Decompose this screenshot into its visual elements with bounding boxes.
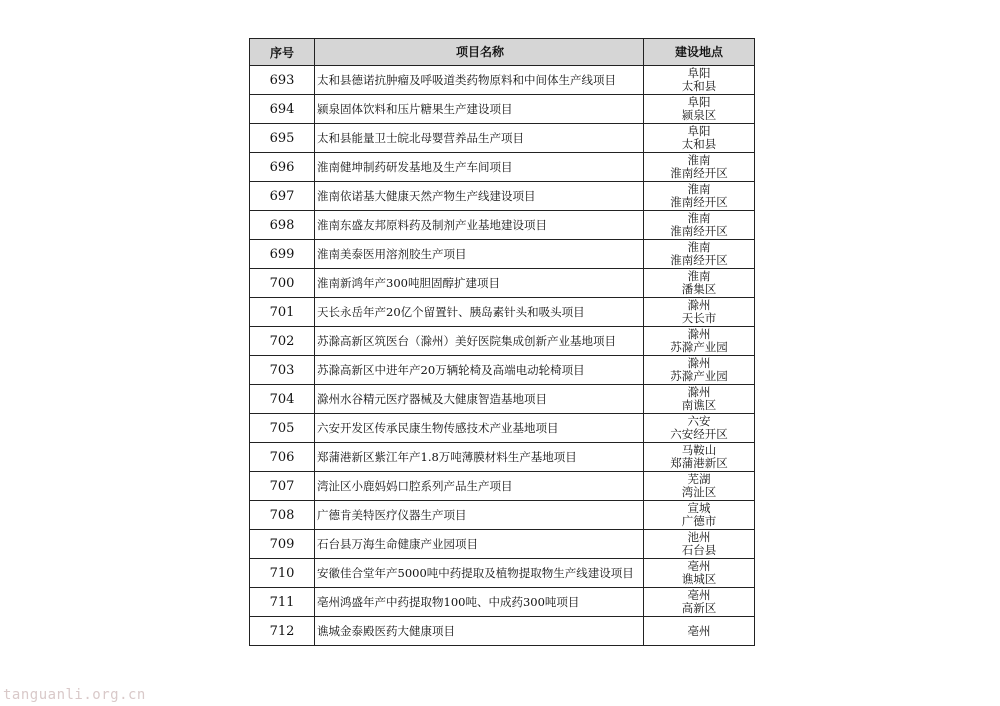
location-city: 滁州 bbox=[687, 385, 711, 399]
location-cell bbox=[644, 472, 755, 501]
serial-number-cell: 712 bbox=[250, 617, 315, 646]
location-cell bbox=[644, 501, 755, 530]
table-row bbox=[250, 588, 755, 617]
project-name-cell: 天长永岳年产20亿个留置针、胰岛素针头和吸头项目 bbox=[315, 298, 644, 327]
table-row bbox=[250, 414, 755, 443]
table-row bbox=[250, 153, 755, 182]
location-city: 六安 bbox=[687, 414, 711, 428]
location-cell bbox=[644, 443, 755, 472]
table-row bbox=[250, 501, 755, 530]
project-name-cell: 苏滁高新区筑医台（滁州）美好医院集成创新产业基地项目 bbox=[315, 327, 644, 356]
location-city: 阜阳 bbox=[687, 124, 711, 138]
location-city: 宣城 bbox=[687, 501, 711, 515]
project-name-cell: 亳州鸿盛年产中药提取物100吨、中成药300吨项目 bbox=[315, 588, 644, 617]
location-cell bbox=[644, 385, 755, 414]
serial-number-cell: 703 bbox=[250, 356, 315, 385]
location-cell bbox=[644, 559, 755, 588]
location-district: 淮南经开区 bbox=[670, 253, 728, 267]
location-district: 太和县 bbox=[681, 137, 717, 151]
serial-number-cell: 697 bbox=[250, 182, 315, 211]
location-city: 淮南 bbox=[687, 153, 711, 167]
serial-number-cell: 710 bbox=[250, 559, 315, 588]
table-row bbox=[250, 472, 755, 501]
location-city: 池州 bbox=[687, 530, 711, 544]
location-city: 淮南 bbox=[687, 240, 711, 254]
location-cell bbox=[644, 182, 755, 211]
location-district: 六安经开区 bbox=[670, 427, 728, 441]
project-name-cell: 淮南东盛友邦原料药及制剂产业基地建设项目 bbox=[315, 211, 644, 240]
serial-number-cell: 700 bbox=[250, 269, 315, 298]
location-cell bbox=[644, 327, 755, 356]
location-cell bbox=[644, 356, 755, 385]
serial-number-cell: 698 bbox=[250, 211, 315, 240]
location-city: 阜阳 bbox=[687, 95, 711, 109]
serial-number-cell: 704 bbox=[250, 385, 315, 414]
serial-number-cell: 709 bbox=[250, 530, 315, 559]
location-cell bbox=[644, 66, 755, 95]
serial-number-cell: 706 bbox=[250, 443, 315, 472]
serial-number-cell: 696 bbox=[250, 153, 315, 182]
project-table bbox=[249, 38, 755, 646]
table-row bbox=[250, 385, 755, 414]
location-city: 淮南 bbox=[687, 182, 711, 196]
project-name-cell: 六安开发区传承民康生物传感技术产业基地项目 bbox=[315, 414, 644, 443]
location-district: 淮南经开区 bbox=[670, 224, 728, 238]
table-row bbox=[250, 443, 755, 472]
table-row bbox=[250, 269, 755, 298]
table-row bbox=[250, 211, 755, 240]
location-district: 天长市 bbox=[681, 311, 717, 325]
project-name-cell: 苏滁高新区中进年产20万辆轮椅及高端电动轮椅项目 bbox=[315, 356, 644, 385]
table-row bbox=[250, 298, 755, 327]
project-name-cell: 湾沚区小鹿妈妈口腔系列产品生产项目 bbox=[315, 472, 644, 501]
project-name-cell: 淮南美泰医用溶剂胶生产项目 bbox=[315, 240, 644, 269]
table-row bbox=[250, 617, 755, 646]
location-district: 太和县 bbox=[681, 79, 717, 93]
location-city: 亳州 bbox=[687, 623, 711, 638]
location-district: 谯城区 bbox=[681, 572, 717, 586]
location-city: 亳州 bbox=[687, 588, 711, 602]
project-name-cell: 太和县能量卫士皖北母婴营养品生产项目 bbox=[315, 124, 644, 153]
serial-number-cell: 707 bbox=[250, 472, 315, 501]
location-cell bbox=[644, 269, 755, 298]
location-district: 颍泉区 bbox=[681, 108, 717, 122]
location-cell bbox=[644, 617, 755, 646]
project-name-cell: 广德肯美特医疗仪器生产项目 bbox=[315, 501, 644, 530]
location-cell bbox=[644, 240, 755, 269]
location-city: 淮南 bbox=[687, 211, 711, 225]
location-city: 马鞍山 bbox=[681, 443, 717, 457]
project-name-cell: 淮南依诺基大健康天然产物生产线建设项目 bbox=[315, 182, 644, 211]
location-district: 郑蒲港新区 bbox=[670, 456, 728, 470]
project-name-cell: 石台县万海生命健康产业园项目 bbox=[315, 530, 644, 559]
location-district: 潘集区 bbox=[681, 282, 717, 296]
location-cell bbox=[644, 124, 755, 153]
location-cell bbox=[644, 414, 755, 443]
location-cell bbox=[644, 211, 755, 240]
location-city: 淮南 bbox=[687, 269, 711, 283]
table-header-row bbox=[250, 39, 755, 66]
project-name-cell: 太和县德诺抗肿瘤及呼吸道类药物原料和中间体生产线项目 bbox=[315, 66, 644, 95]
project-name-cell: 郑蒲港新区紫江年产1.8万吨薄膜材料生产基地项目 bbox=[315, 443, 644, 472]
header-location: 建设地点 bbox=[644, 39, 755, 66]
serial-number-cell: 694 bbox=[250, 95, 315, 124]
table-row bbox=[250, 95, 755, 124]
location-district: 苏滁产业园 bbox=[670, 369, 728, 383]
location-city: 芜湖 bbox=[687, 472, 711, 486]
table-row bbox=[250, 327, 755, 356]
location-city: 滁州 bbox=[687, 356, 711, 370]
serial-number-cell: 708 bbox=[250, 501, 315, 530]
location-city: 滁州 bbox=[687, 327, 711, 341]
location-cell bbox=[644, 298, 755, 327]
location-district: 高新区 bbox=[681, 601, 717, 615]
header-serial-number: 序号 bbox=[250, 39, 315, 66]
serial-number-cell: 705 bbox=[250, 414, 315, 443]
location-district: 广德市 bbox=[681, 514, 717, 528]
location-cell bbox=[644, 95, 755, 124]
serial-number-cell: 699 bbox=[250, 240, 315, 269]
serial-number-cell: 695 bbox=[250, 124, 315, 153]
table-row bbox=[250, 182, 755, 211]
location-district: 苏滁产业园 bbox=[670, 340, 728, 354]
table-body bbox=[250, 66, 755, 646]
location-city: 阜阳 bbox=[687, 66, 711, 80]
project-name-cell: 谯城金泰殿医药大健康项目 bbox=[315, 617, 644, 646]
location-district: 石台县 bbox=[681, 543, 717, 557]
project-name-cell: 安徽佳合堂年产5000吨中药提取及植物提取物生产线建设项目 bbox=[315, 559, 644, 588]
location-city: 滁州 bbox=[687, 298, 711, 312]
location-district: 淮南经开区 bbox=[670, 166, 728, 180]
project-name-cell: 淮南健坤制药研发基地及生产车间项目 bbox=[315, 153, 644, 182]
table-row bbox=[250, 356, 755, 385]
location-cell bbox=[644, 153, 755, 182]
location-cell bbox=[644, 530, 755, 559]
watermark-text: tanguanli.org.cn bbox=[3, 687, 146, 703]
serial-number-cell: 701 bbox=[250, 298, 315, 327]
location-cell bbox=[644, 588, 755, 617]
serial-number-cell: 693 bbox=[250, 66, 315, 95]
table-row bbox=[250, 66, 755, 95]
project-name-cell: 颍泉固体饮料和压片糖果生产建设项目 bbox=[315, 95, 644, 124]
project-name-cell: 滁州水谷精元医疗器械及大健康智造基地项目 bbox=[315, 385, 644, 414]
serial-number-cell: 702 bbox=[250, 327, 315, 356]
project-name-cell: 淮南新鸿年产300吨胆固醇扩建项目 bbox=[315, 269, 644, 298]
location-district: 淮南经开区 bbox=[670, 195, 728, 209]
location-district: 南谯区 bbox=[681, 398, 717, 412]
header-project-name: 项目名称 bbox=[315, 39, 644, 66]
table-row bbox=[250, 530, 755, 559]
serial-number-cell: 711 bbox=[250, 588, 315, 617]
location-city: 亳州 bbox=[687, 559, 711, 573]
table-row bbox=[250, 240, 755, 269]
table-row bbox=[250, 124, 755, 153]
table-row bbox=[250, 559, 755, 588]
location-district: 湾沚区 bbox=[681, 485, 717, 499]
